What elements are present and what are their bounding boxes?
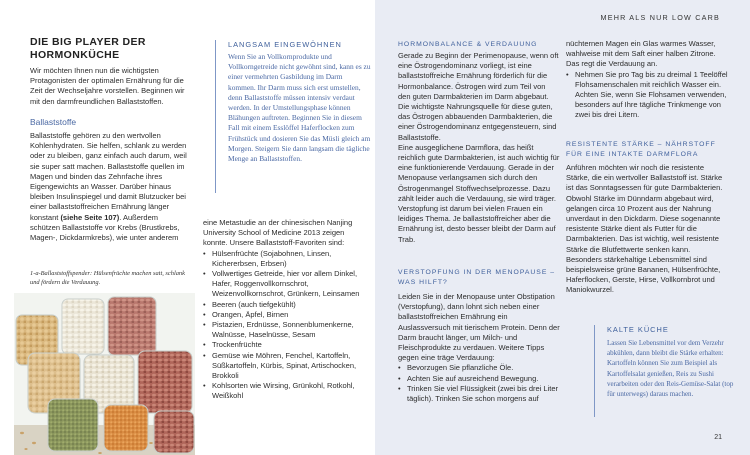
- intro-text: Wir möchten Ihnen nun die wichtigsten Protagonisten der optimalen Ernährung für die Zeit der Wechseljahre vorstellen. Beginnen wir mit den darmfreundlichen Ballaststoffen.: [30, 66, 185, 106]
- intro-paragraph: [30, 66, 190, 107]
- list-item: • Trinken Sie viel Flüssigkeit (zwei bis drei Liter täglich). Trinken Sie schon morgens auf: [398, 384, 560, 404]
- right-column-2-top: [566, 39, 728, 121]
- list-item: • Pistazien, Erdnüsse, Sonnenblumenkerne, Walnüsse, Haselnüsse, Sesam: [203, 320, 363, 340]
- jar-red-beans-front: [154, 411, 194, 453]
- resistente-staerke-paragraph: Anführen möchten wir noch die resistente Stärke, die ein wertvoller Ballaststoff ist. Stärke ist das Sonntagsessen für gute Darmbakterien. Obwohl Stärke im Dünndarm abgebaut wird, gelangen circa 10 Prozent aus der Nahrung unverdaut in den Dickdarm. Diese sogenannte resistente Stärke dient als Futter für die Darmbakterien. Das ist wichtig, weil resistente Stärke die Blutfettwerte senken kann. Besonders stärkehaltige Lebensmittel sind beispielsweise grüne Bananen, Hülsenfrüchte, Haferflocken, Gerste, Hirse, Vollkornbrot und Maniokwurzel.: [566, 163, 723, 295]
- list-item: • Bevorzugen Sie pflanzliche Öle.: [398, 363, 560, 373]
- page-number: 21: [714, 434, 722, 441]
- jar-red-beans: [108, 297, 156, 355]
- list-item: • Beeren (auch tiefgekühlt): [203, 300, 363, 310]
- jar-green-lentils: [48, 399, 98, 451]
- tips-list: [398, 363, 560, 404]
- verstopfung-text: [398, 292, 560, 404]
- tips-list-continued: [566, 70, 728, 121]
- heading-hormonbalance: HORMONBALANCE & VERDAUUNG: [398, 41, 538, 48]
- tip-box-text: Lassen Sie Lebensmittel vor dem Verzehr abkühlen, dann bleibt die Stärke erhalten: Kartoffeln können Sie zum Beispiel als Kartoffelsalat genießen, Reis zu Sushi verarbeiten oder den Reis-Gemüse-Salat (top für unterwegs) daraus machen.: [607, 339, 734, 399]
- tip-box-title: KALTE KÜCHE: [607, 325, 669, 334]
- page-title: DIE BIG PLAYER DER HORMONKÜCHE: [30, 36, 146, 61]
- favorites-intro: eine Metastudie an der chinesischen Nanjing University School of Medicine 2013 zeigen konnte. Unsere Ballaststoff-Favoriten sind:: [203, 218, 353, 248]
- heading-resistente-staerke: RESISTENTE STÄRKE – NÄHRSTOFF FÜR EINE INTAKTE DARMFLORA: [566, 141, 716, 158]
- heading-verstopfung: VERSTOPFUNG IN DER MENOPAUSE – WAS HILFT?: [398, 269, 556, 286]
- list-item: • Achten Sie auf ausreichend Bewegung.: [398, 374, 560, 384]
- tip-box-langsam: [215, 40, 372, 193]
- tip-box-text: Wenn Sie an Vollkornprodukte und Vollkorngetreide nicht gewöhnt sind, kann es zu einer vermehrten Gasbildung im Darm kommen. Ihr Darm muss sich erst umstellen, denn Ballaststoffe müssen intensiv verdaut werden. In der Umstellungsphase können Blähungen auftreten. Beginnen Sie in diesem Fall mit einem Esslöffel Haferflocken zum Frühstück und dosieren Sie das Müsli gleich am Morgen. Steigern Sie dann langsam die tägliche Menge an Ballaststoffen.: [228, 52, 371, 164]
- hormonbalance-paragraph-2: Eine ausgeglichene Darmflora, das heißt reichlich gute Darmbakterien, ist auch wichtig für eine funktionierende Verdauung. Gerade in der Menopause verlangsamen sich durch den Östrogenmangel Stoffwechselprozesse. Dazu zählt leider auch die Verdauung, sie wird träger. Verstopfung ist darum bei vielen Frauen ein leidiges Thema. Je ballaststoffreicher aber die Ernährung ist, desto besser bleibt der Darm auf Trab.: [398, 142, 560, 244]
- subhead-ballaststoffe: Ballaststoffe: [30, 117, 77, 127]
- resistente-staerke-text: [566, 163, 728, 296]
- photo-caption: 1-a-Ballaststoffspender: Hülsenfrüchte machen satt, schlank und fördern die Verdauung.: [30, 270, 185, 286]
- list-item: • Hülsenfrüchte (Sojabohnen, Linsen, Kichererbsen, Erbsen): [203, 249, 363, 269]
- hormonbalance-paragraph-1: Gerade zu Beginn der Perimenopause, wenn oft eine Östrogendominanz vorliegt, ist eine ballaststoffreiche Ernährung förderlich für die Hormonbalance. Östrogen wird zum Teil von den guten Darmbakterien im Darm abgebaut. Die wichtigste Nahrungsquelle für diese guten, das Östrogen abbauenden Darmbakterien, die einer Östrogendominanz entgegensteuern, sind Ballaststoffe.: [398, 51, 559, 142]
- tip-box-kalte-kueche: [594, 325, 734, 417]
- verstopfung-paragraph: Leiden Sie in der Menopause unter Obstipation (Verstopfung), dann lohnt sich neben einer ballaststoffreichen Ernährung ein Auslassversuch mit tierischem Protein. Denn der Darm braucht länger, um Milch- und Fleischprodukte zu verdauen. Weitere Tipps gegen eine träge Verdauung:: [398, 292, 560, 363]
- list-item: • Kohlsorten wie Wirsing, Grünkohl, Rotkohl, Weißkohl: [203, 381, 363, 401]
- list-item: • Nehmen Sie pro Tag bis zu dreimal 1 Teelöffel Flohsamenschalen mit reichlich Wasser ein. Achten Sie, wenn Sie Flohsamen verwenden, besonders auf Ihre tägliche Trinkmenge von zwei bis drei Litern.: [566, 70, 728, 121]
- body-text-part2: . Außerdem schützen Ballaststoffe vor Krebs (Brustkrebs, Magen-, Dickdarmkrebs), wie unter anderem: [30, 212, 180, 243]
- water-tip-continuation: nüchternen Magen ein Glas warmes Wasser, wahlweise mit dem Saft einer halben Zitrone. Das regt die Verdauung an.: [566, 39, 716, 69]
- jar-red-beans-2: [138, 351, 192, 413]
- jar-white-beans: [62, 299, 104, 354]
- legumes-jars-illustration: [14, 293, 195, 455]
- tip-box-title: LANGSAM EINGEWÖHNEN: [228, 40, 342, 49]
- ballaststoffe-paragraph: [30, 131, 190, 243]
- favorites-list: [203, 249, 363, 402]
- favorites-column: [203, 218, 363, 402]
- page-reference: (siehe Seite 107): [60, 212, 120, 222]
- list-item: • Vollwertiges Getreide, hier vor allem Dinkel, Hafer, Roggenvollkornschrot, Weizenvollkornschrot, Grünkern, Leinsamen: [203, 269, 363, 300]
- list-item: • Orangen, Äpfel, Birnen: [203, 310, 363, 320]
- jar-orange-lentils: [104, 405, 148, 451]
- running-head: MEHR ALS NUR LOW CARB: [600, 13, 720, 22]
- hormonbalance-text: [398, 51, 560, 245]
- legumes-photo: [14, 293, 195, 455]
- list-item: • Gemüse wie Möhren, Fenchel, Kartoffeln, Süßkartoffeln, Kürbis, Spinat, Artischocken, Brokkoli: [203, 351, 363, 382]
- body-text-part1: Ballaststoffe gehören zu den wertvollen Kohlenhydraten. Sie helfen, schlank zu werden oder zu bleiben, ganz einfach auch darum, weil sie super satt machen. Ballaststoffe quellen im Magen und binden das Zehnfache ihres Eigengewichts an Wasser. Darüber hinaus bleiben Insulinspiegel und damit Blutzucker bei einer ballaststoffreichen Ernährung länger konstant: [30, 131, 187, 222]
- list-item: • Trockenfrüchte: [203, 340, 363, 350]
